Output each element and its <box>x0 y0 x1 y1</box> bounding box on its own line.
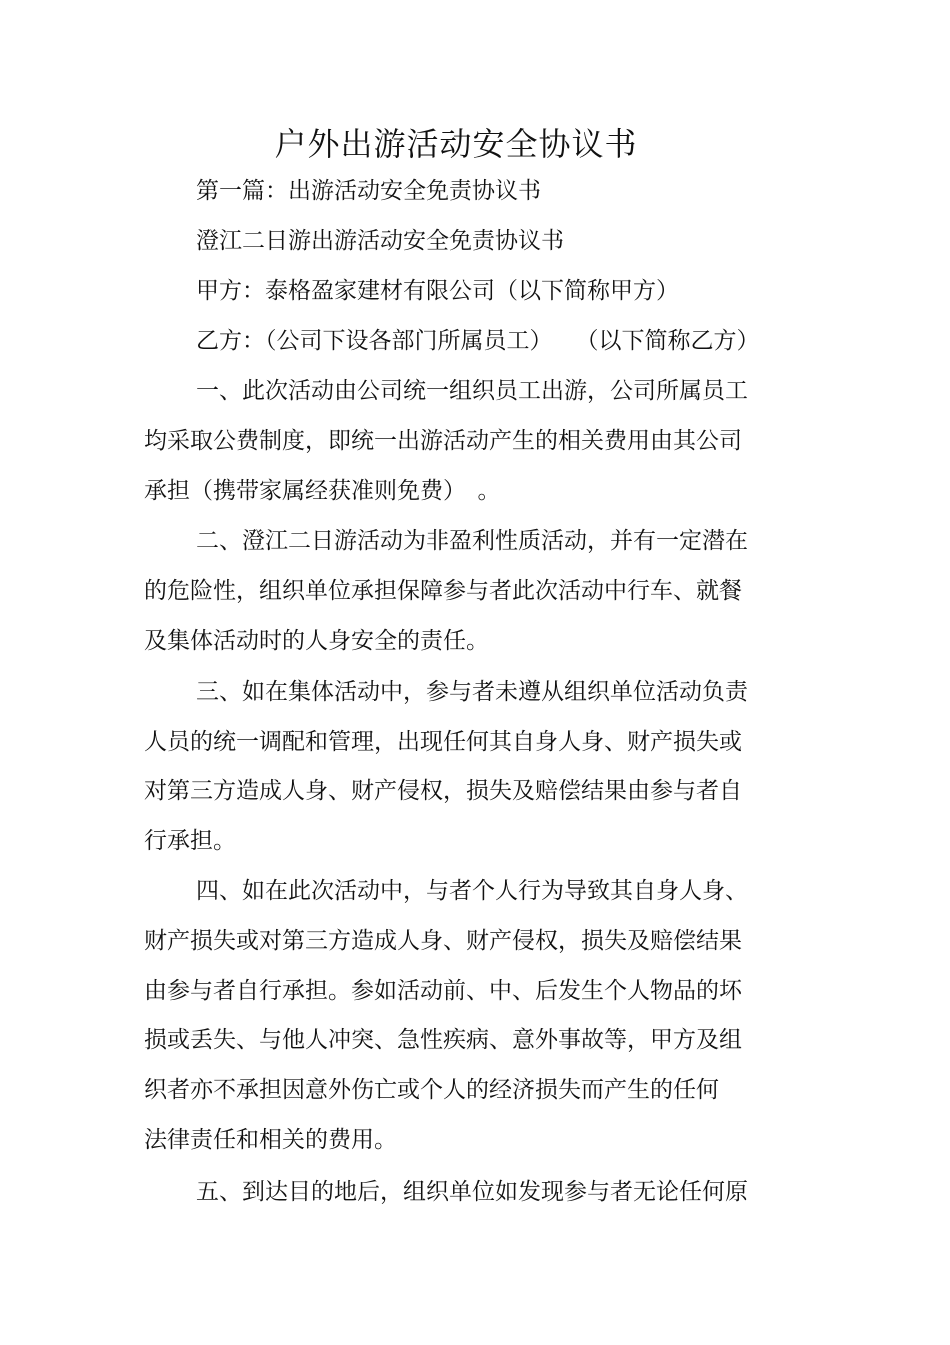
clause-5-line-1: 五、到达目的地后，组织单位如发现参与者无论任何原 <box>196 1179 748 1205</box>
clause-2-line-1: 二、澄江二日游活动为非盈利性质活动，并有一定潜在 <box>196 528 748 554</box>
party-b-line: 乙方：（公司下设各部门所属员工） （以下简称乙方） <box>196 328 760 354</box>
clause-3-line-3: 对第三方造成人身、财产侵权，损失及赔偿结果由参与者自 <box>144 778 742 804</box>
clause-4-line-6: 法律责任和相关的费用。 <box>144 1127 397 1153</box>
clause-4-line-5: 织者亦不承担因意外伤亡或个人的经济损失而产生的任何 <box>144 1077 719 1103</box>
clause-1-line-3: 承担（携带家属经获准则免费） 。 <box>144 478 501 504</box>
clause-4-line-3: 由参与者自行承担。参如活动前、中、后发生个人物品的坏 <box>144 978 742 1004</box>
section-heading: 第一篇：出游活动安全免责协议书 <box>196 178 541 204</box>
clause-1-line-2: 均采取公费制度，即统一出游活动产生的相关费用由其公司 <box>144 428 742 454</box>
agreement-subtitle: 澄江二日游出游活动安全免责协议书 <box>196 228 564 254</box>
clause-4-line-4: 损或丢失、与他人冲突、急性疾病、意外事故等，甲方及组 <box>144 1027 742 1053</box>
party-a-line: 甲方：泰格盈家建材有限公司（以下简称甲方） <box>196 278 679 304</box>
clause-2-line-2: 的危险性，组织单位承担保障参与者此次活动中行车、就餐 <box>144 578 742 604</box>
clause-3-line-4: 行承担。 <box>144 828 236 854</box>
clause-3-line-2: 人员的统一调配和管理，出现任何其自身人身、财产损失或 <box>144 729 742 755</box>
clause-4-line-2: 财产损失或对第三方造成人身、财产侵权，损失及赔偿结果 <box>144 928 742 954</box>
document-title: 户外出游活动安全协议书 <box>274 125 638 163</box>
clause-3-line-1: 三、如在集体活动中，参与者未遵从组织单位活动负责 <box>196 679 748 705</box>
clause-1-line-1: 一、此次活动由公司统一组织员工出游，公司所属员工 <box>196 378 748 404</box>
clause-4-line-1: 四、如在此次活动中，与者个人行为导致其自身人身、 <box>196 878 748 904</box>
clause-2-line-3: 及集体活动时的人身安全的责任。 <box>144 628 489 654</box>
